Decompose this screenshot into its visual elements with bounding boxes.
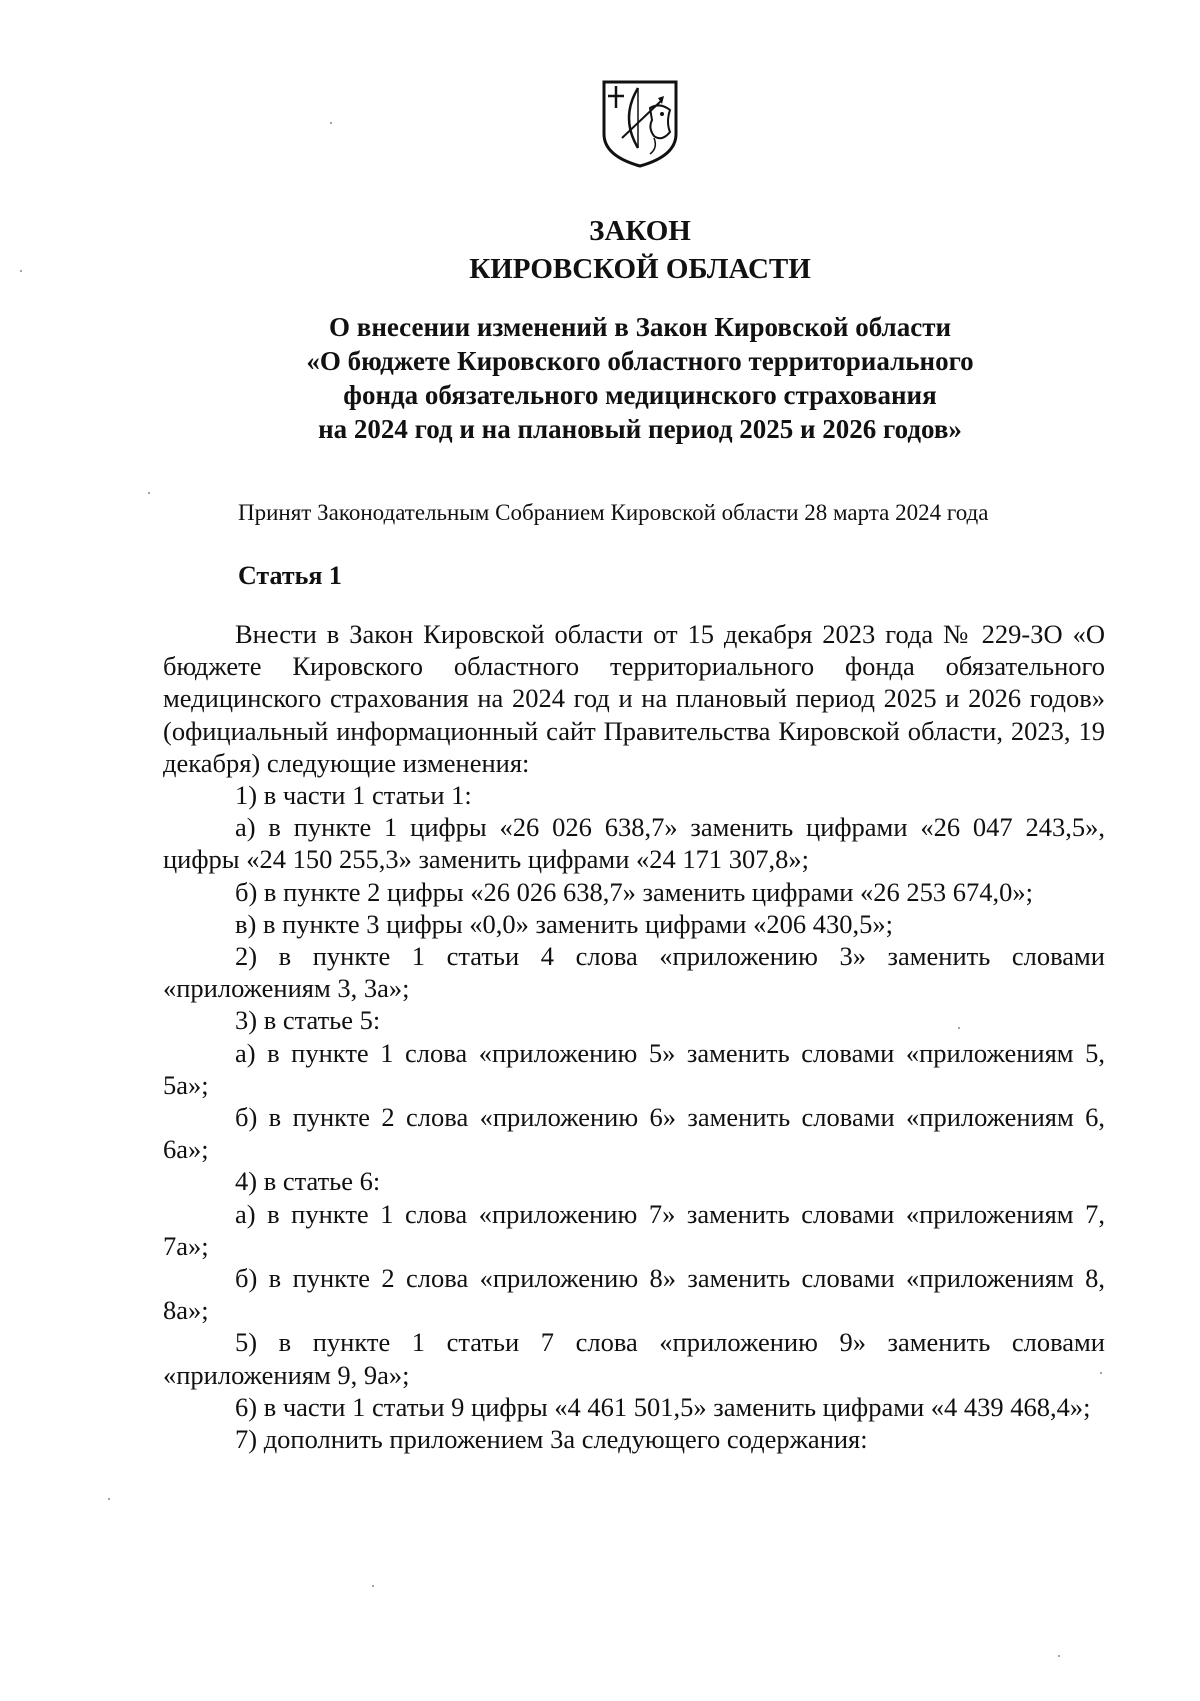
- list-item: 5) в пункте 1 статьи 7 слова «приложению 9» заменить словами «приложениям 9, 9а»;: [163, 1327, 1105, 1390]
- scan-speck: [372, 1585, 374, 1587]
- scan-speck: [330, 122, 332, 124]
- title-line: «О бюджете Кировского областного территориального: [306, 346, 974, 376]
- scan-speck: [958, 1027, 960, 1029]
- list-item: а) в пункте 1 цифры «26 026 638,7» заменить цифрами «26 047 243,5», цифры «24 150 255,3» заменить цифрами «24 171 307,8»;: [163, 812, 1105, 875]
- title-line: на 2024 год и на плановый период 2025 и 2026 годов»: [318, 414, 962, 444]
- list-item: 2) в пункте 1 статьи 4 слова «приложению 3» заменить словами «приложениям 3, 3а»;: [163, 941, 1105, 1004]
- list-item: б) в пункте 2 цифры «26 026 638,7» заменить цифрами «26 253 674,0»;: [235, 876, 1034, 907]
- heading-line-1: ЗАКОН: [589, 215, 691, 247]
- list-item: б) в пункте 2 слова «приложению 6» заменить словами «приложениям 6, 6а»;: [163, 1102, 1105, 1165]
- list-item: 4) в статье 6:: [235, 1166, 381, 1197]
- list-item: а) в пункте 1 слова «приложению 7» заменить словами «приложениям 7, 7а»;: [163, 1198, 1105, 1261]
- list-item: 6) в части 1 статьи 9 цифры «4 461 501,5» заменить цифрами «4 439 468,4»;: [235, 1391, 1091, 1422]
- list-item: 3) в статье 5:: [235, 1005, 381, 1036]
- list-item: а) в пункте 1 слова «приложению 5» заменить словами «приложениям 5, 5а»;: [163, 1037, 1105, 1100]
- law-heading: [300, 212, 980, 288]
- scan-speck: [108, 1498, 110, 1500]
- scan-speck: [20, 270, 22, 272]
- title-line: фонда обязательного медицинского страхования: [343, 380, 937, 410]
- list-item: в) в пункте 3 цифры «0,0» заменить цифрами «206 430,5»;: [235, 908, 893, 939]
- list-item: 1) в части 1 статьи 1:: [235, 780, 472, 811]
- article-heading: Статья 1: [238, 561, 342, 590]
- coat-of-arms-icon: [600, 78, 680, 168]
- scan-speck: [148, 492, 150, 494]
- adoption-note: Принят Законодательным Собранием Кировской области 28 марта 2024 года: [238, 500, 989, 525]
- paragraph: Внести в Закон Кировской области от 15 декабря 2023 года № 229-ЗО «О бюджете Кировского областного территориального фонда обязательного медицинского страхования на 2024 год и на плановый период 2025 и 2026 годов» (официальный информационный сайт Правительства Кировской области, 2023, 19 декабря) следующие изменения:: [163, 619, 1105, 778]
- title-line: О внесении изменений в Закон Кировской области: [328, 312, 952, 342]
- scan-speck: [1100, 1372, 1102, 1374]
- article-body: [163, 618, 1105, 1455]
- list-item: 7) дополнить приложением 3а следующего содержания:: [235, 1424, 868, 1455]
- scan-speck: [1058, 1655, 1060, 1657]
- heading-line-2: КИРОВСКОЙ ОБЛАСТИ: [469, 253, 811, 285]
- law-title: [230, 310, 1050, 446]
- list-item: б) в пункте 2 слова «приложению 8» заменить словами «приложениям 8, 8а»;: [163, 1263, 1105, 1326]
